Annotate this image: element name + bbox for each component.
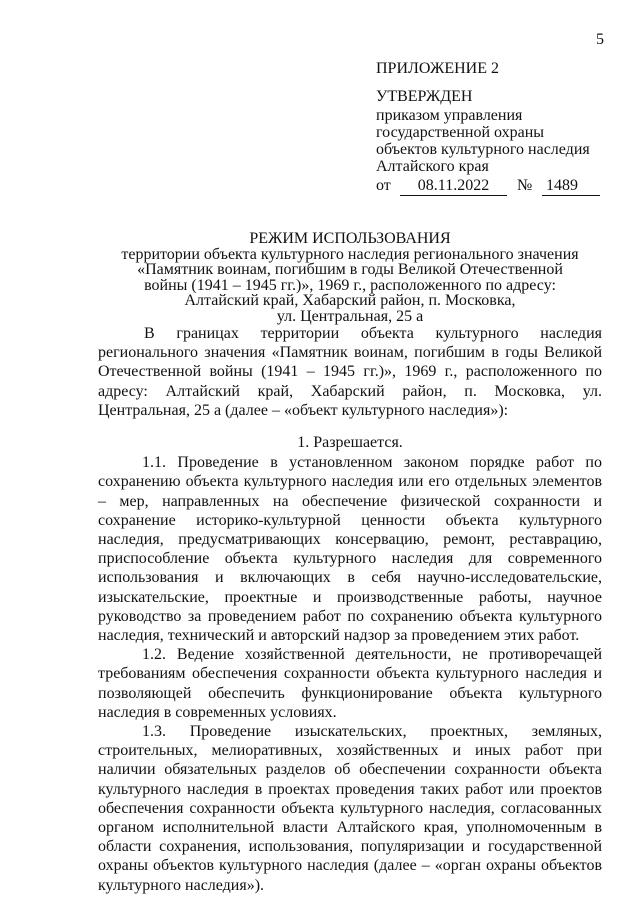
from-label: от <box>376 177 391 194</box>
intro-paragraph: В границах территории объекта культурного наследия регионального значения «Памятник воинам, погибшим в годы Великой Отечественной войны (1941 – 1945 гг.)», 1969 г., расположенного по адресу: Алтайский край, Хабарский район, п. Московка, ул. Центральная, 25 а (далее – «объект культурного наследия»): <box>98 325 602 419</box>
approval-stamp <box>376 60 616 199</box>
clause-paragraph: 1.1. Проведение в установленном законом порядке работ по сохранению объекта культурного наследия или его отдельных элементов – мер, направленных на обеспечение физической сохранности и сохранение историко-культурной ценности объекта культурного наследия, предусматривающих консервацию, ремонт, реставрацию, приспособление объекта культурного наследия для современного использования и включающих в себя научно-исследовательские, изыскательские, проектные и производственные работы, научное руководство за проведением работ по сохранению объекта культурного наследия, технический и авторский надзор за проведением этих работ. <box>98 454 602 645</box>
section-title: 1. Разрешается. <box>297 434 403 452</box>
title-line: войны (1941 – 1945 гг.)», 1969 г., расположенного по адресу: <box>144 276 556 294</box>
title-line: ул. Центральная, 25 а <box>276 307 424 325</box>
approved-label: УТВЕРЖДЕН <box>376 88 473 105</box>
approval-line: объектов культурного наследия <box>376 141 590 158</box>
approval-line: государственной охраны <box>376 124 545 141</box>
title-line: Алтайский край, Хабарский район, п. Московка, <box>184 292 516 310</box>
approval-line: Алтайского края <box>376 158 489 175</box>
document-title <box>80 230 620 324</box>
number-label: № <box>517 177 533 194</box>
order-details <box>376 177 616 199</box>
order-number: 1489 <box>542 177 600 196</box>
page-number: 5 <box>596 31 604 48</box>
title-main: РЕЖИМ ИСПОЛЬЗОВАНИЯ <box>249 230 451 247</box>
title-line: «Памятник воинам, погибшим в годы Великой Отечественной <box>137 261 563 279</box>
clause-paragraph: 1.2. Ведение хозяйственной деятельности, не противоречащей требованиям обеспечения сохранности объекта культурного наследия и позволяющей обеспечить функционирование объекта культурного наследия в современных условиях. <box>98 646 602 721</box>
title-line: территории объекта культурного наследия регионального значения <box>121 246 579 263</box>
document-body <box>98 324 602 895</box>
clause-paragraph: 1.3. Проведение изыскательских, проектных, земляных, строительных, мелиоративных, хозяйственных и иных работ при наличии обязательных разделов об обеспечении сохранности объекта культурного наследия в проектах проведения таких работ или проектов обеспечения сохранности объекта культурного наследия, согласованных органом исполнительной власти Алтайского края, уполномоченным в области сохранения, использования, популяризации и государственной охраны объектов культурного наследия (далее – «орган охраны объектов культурного наследия»). <box>98 723 602 894</box>
appendix-label: ПРИЛОЖЕНИЕ 2 <box>376 60 500 77</box>
order-date: 08.11.2022 <box>400 177 507 196</box>
approval-line: приказом управления <box>376 107 523 124</box>
